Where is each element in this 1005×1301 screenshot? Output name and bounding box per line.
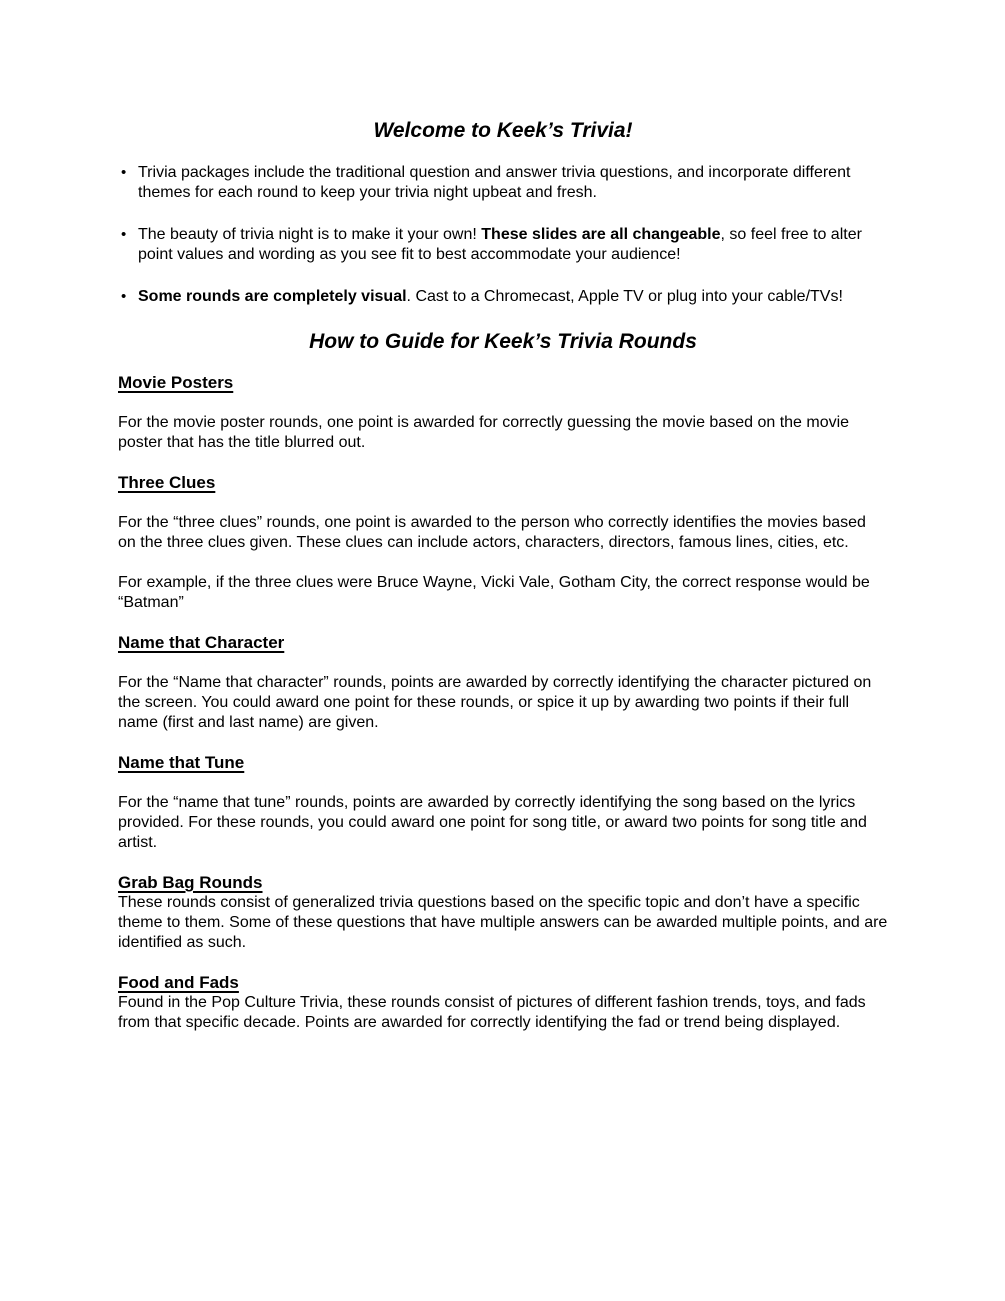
section-three-clues	[118, 473, 888, 613]
section-paragraph: For the “Name that character” rounds, points are awarded by correctly identifying the character pictured on the screen. You could award one point for these rounds, or spice it up by awarding two points if their full name (first and last name) are given.	[118, 674, 872, 731]
section-heading: Grab Bag Rounds	[118, 873, 263, 892]
section-name-that-character	[118, 633, 888, 733]
bullet-item	[118, 225, 888, 265]
section-paragraph: Found in the Pop Culture Trivia, these rounds consist of pictures of different fashion trends, toys, and fads from that specific decade. Points are awarded for correctly identifying the fad or trend being displayed.	[118, 994, 866, 1031]
section-name-that-tune	[118, 753, 888, 853]
bullet-item-bold-text: These slides are all changeable	[481, 226, 721, 243]
bullet-item-text: . Cast to a Chromecast, Apple TV or plug into your cable/TVs!	[406, 288, 843, 305]
section-paragraph: For the “three clues” rounds, one point is awarded to the person who correctly identifies the movies based on the three clues given. These clues can include actors, characters, directors, famous lines, cities, etc.	[118, 514, 866, 551]
bullet-item-text: Trivia packages include the traditional question and answer trivia questions, and incorporate different themes for each round to keep your trivia night upbeat and fresh.	[138, 164, 851, 201]
document-title: Welcome to Keek’s Trivia!	[373, 119, 633, 142]
intro-bullet-list	[118, 163, 888, 307]
section-movie-posters	[118, 373, 888, 453]
section-paragraph: For the movie poster rounds, one point is awarded for correctly guessing the movie based on the movie poster that has the title blurred out.	[118, 414, 850, 451]
section-heading: Name that Character	[118, 633, 285, 652]
bullet-item-text: , so feel free to alter point values and wording as you see fit to best accommodate your audience!	[138, 226, 862, 263]
section-grab-bag-rounds	[118, 873, 888, 953]
bullet-item-text: The beauty of trivia night is to make it your own!	[138, 226, 482, 243]
bullet-item-bold-text: Some rounds are completely visual	[138, 288, 407, 305]
section-paragraph: These rounds consist of generalized trivia questions based on the specific topic and don’t have a specific theme to them. Some of these questions that have multiple answers can be awarded multiple points, and are identified as such.	[118, 894, 888, 951]
section-heading: Three Clues	[118, 473, 216, 492]
section-heading: Food and Fads	[118, 973, 239, 992]
section-heading: Name that Tune	[118, 753, 245, 772]
section-paragraph: For the “name that tune” rounds, points are awarded by correctly identifying the song based on the lyrics provided. For these rounds, you could award one point for song title, or award two points for song title and artist.	[118, 794, 867, 851]
section-paragraph: For example, if the three clues were Bruce Wayne, Vicki Vale, Gotham City, the correct response would be “Batman”	[118, 574, 870, 611]
bullet-item	[118, 163, 888, 203]
section-food-and-fads	[118, 973, 888, 1033]
guide-section-title: How to Guide for Keek’s Trivia Rounds	[309, 330, 697, 353]
bullet-item	[118, 287, 888, 307]
section-heading: Movie Posters	[118, 373, 234, 392]
